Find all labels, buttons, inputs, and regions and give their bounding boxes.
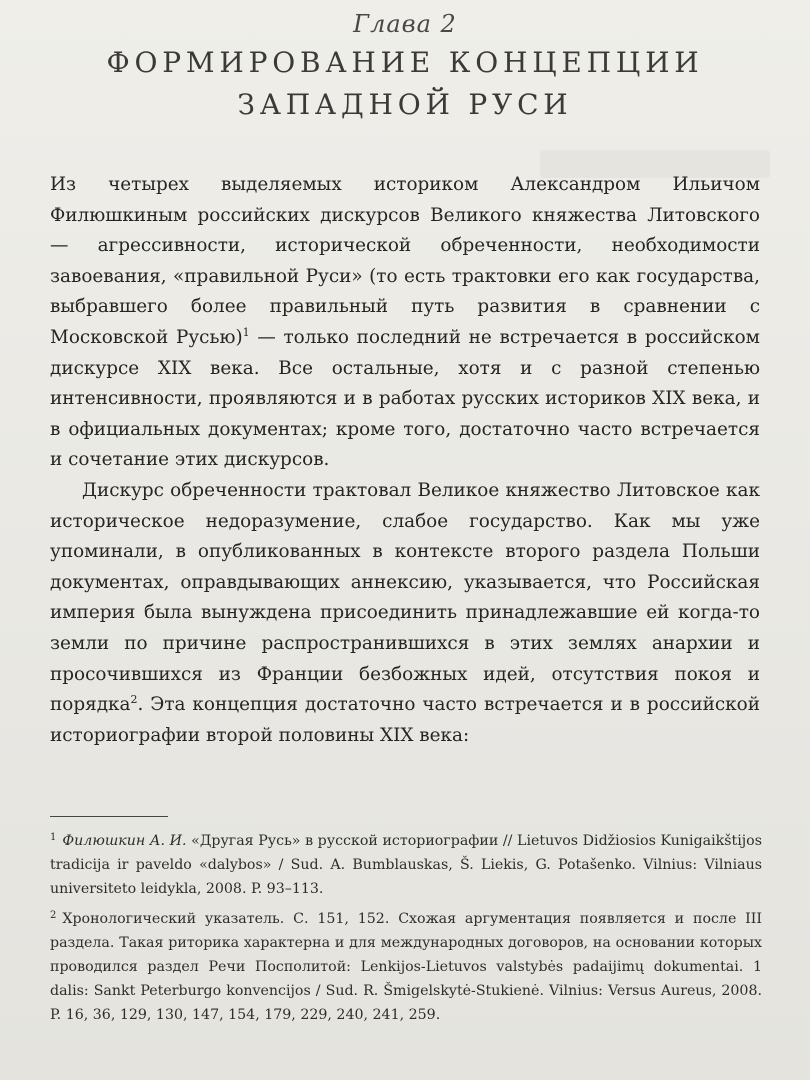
footnotes [50,826,762,1030]
chapter-title-line-1: ФОРМИРОВАНИЕ КОНЦЕПЦИИ [106,46,704,79]
chapter-title-line-2: ЗАПАДНОЙ РУСИ [237,88,573,121]
footnote-ref-1[interactable]: 1 [242,325,250,339]
chapter-label: Глава 2 [353,10,457,38]
body-text [50,170,760,751]
footnote-2-text: Хронологический указатель. С. 151, 152. Схожая аргументация появляется и после III раздела. Такая риторика характерна и для международных договоров, на основании которых проводился раздел Речи Посполитой: Lenkijos-Lietuvos valstybės padaijimų dokumentai. 1 dalis: Sankt Peterburgo konvencijos / Sud. R. Šmigelskytė-Stukienė. Vilnius: Versus Aureus, 2008. P. 16, 36, 129, 130, 147, 154, 179, 229, 240, 241, 259. [50,911,762,1023]
footnote-2-number: 2 [50,910,57,921]
chapter-title [0,42,810,126]
footnote-ref-2[interactable]: 2 [130,692,138,706]
footnote-1-author: Филюшкин А. И. [62,833,187,849]
paragraph-2-text-b: . Эта концепция достаточно часто встречается и в российской историографии второй половины XIX века: [50,694,760,746]
paragraph-1-text-b: — только последний не встречается в российском дискурсе XIX века. Все остальные, хотя и с разной степенью интенсивности, проявляются и в работах русских историков XIX века, и в официальных документах; кроме того, достаточно часто встречается и сочетание этих дискурсов. [50,326,760,471]
paragraph-1 [50,170,760,476]
paragraph-2-text-a: Дискурс обреченности трактовал Великое княжество Литовское как историческое недоразумение, слабое государство. Как мы уже упоминали, в опубликованных в контексте второго раздела Польши документах, оправдывающих аннексию, указывается, что Российская империя была вынуждена присоединить принадлежавшие ей когда-то земли по причине распространившихся в этих землях анархии и просочившихся из Франции безбожных идей, отсутствия покоя и порядка [50,479,760,716]
footnote-divider [50,816,168,817]
footnote-1 [50,826,762,901]
paragraph-1-text-a: Из четырех выделяемых историком Александром Ильичом Филюшкиным российских дискурсов Великого княжества Литовского — агрессивности, исторической обреченности, необходимости завоевания, «правильной Руси» (то есть трактовки его как государства, выбравшего более правильный путь развития в сравнении с Московской Русью) [50,174,760,348]
footnote-1-text: «Другая Русь» в русской историографии // Lietuvos Didžiosios Kunigaikštijos tradicija ir paveldo «dalybos» / Sud. A. Bumblauskas, Š. Liekis, G. Potašenko. Vilnius: Vilniaus universiteto leidykla, 2008. P. 93–113. [50,833,762,897]
paragraph-2 [50,476,760,751]
footnote-1-number: 1 [50,832,57,843]
footnote-2 [50,904,762,1027]
